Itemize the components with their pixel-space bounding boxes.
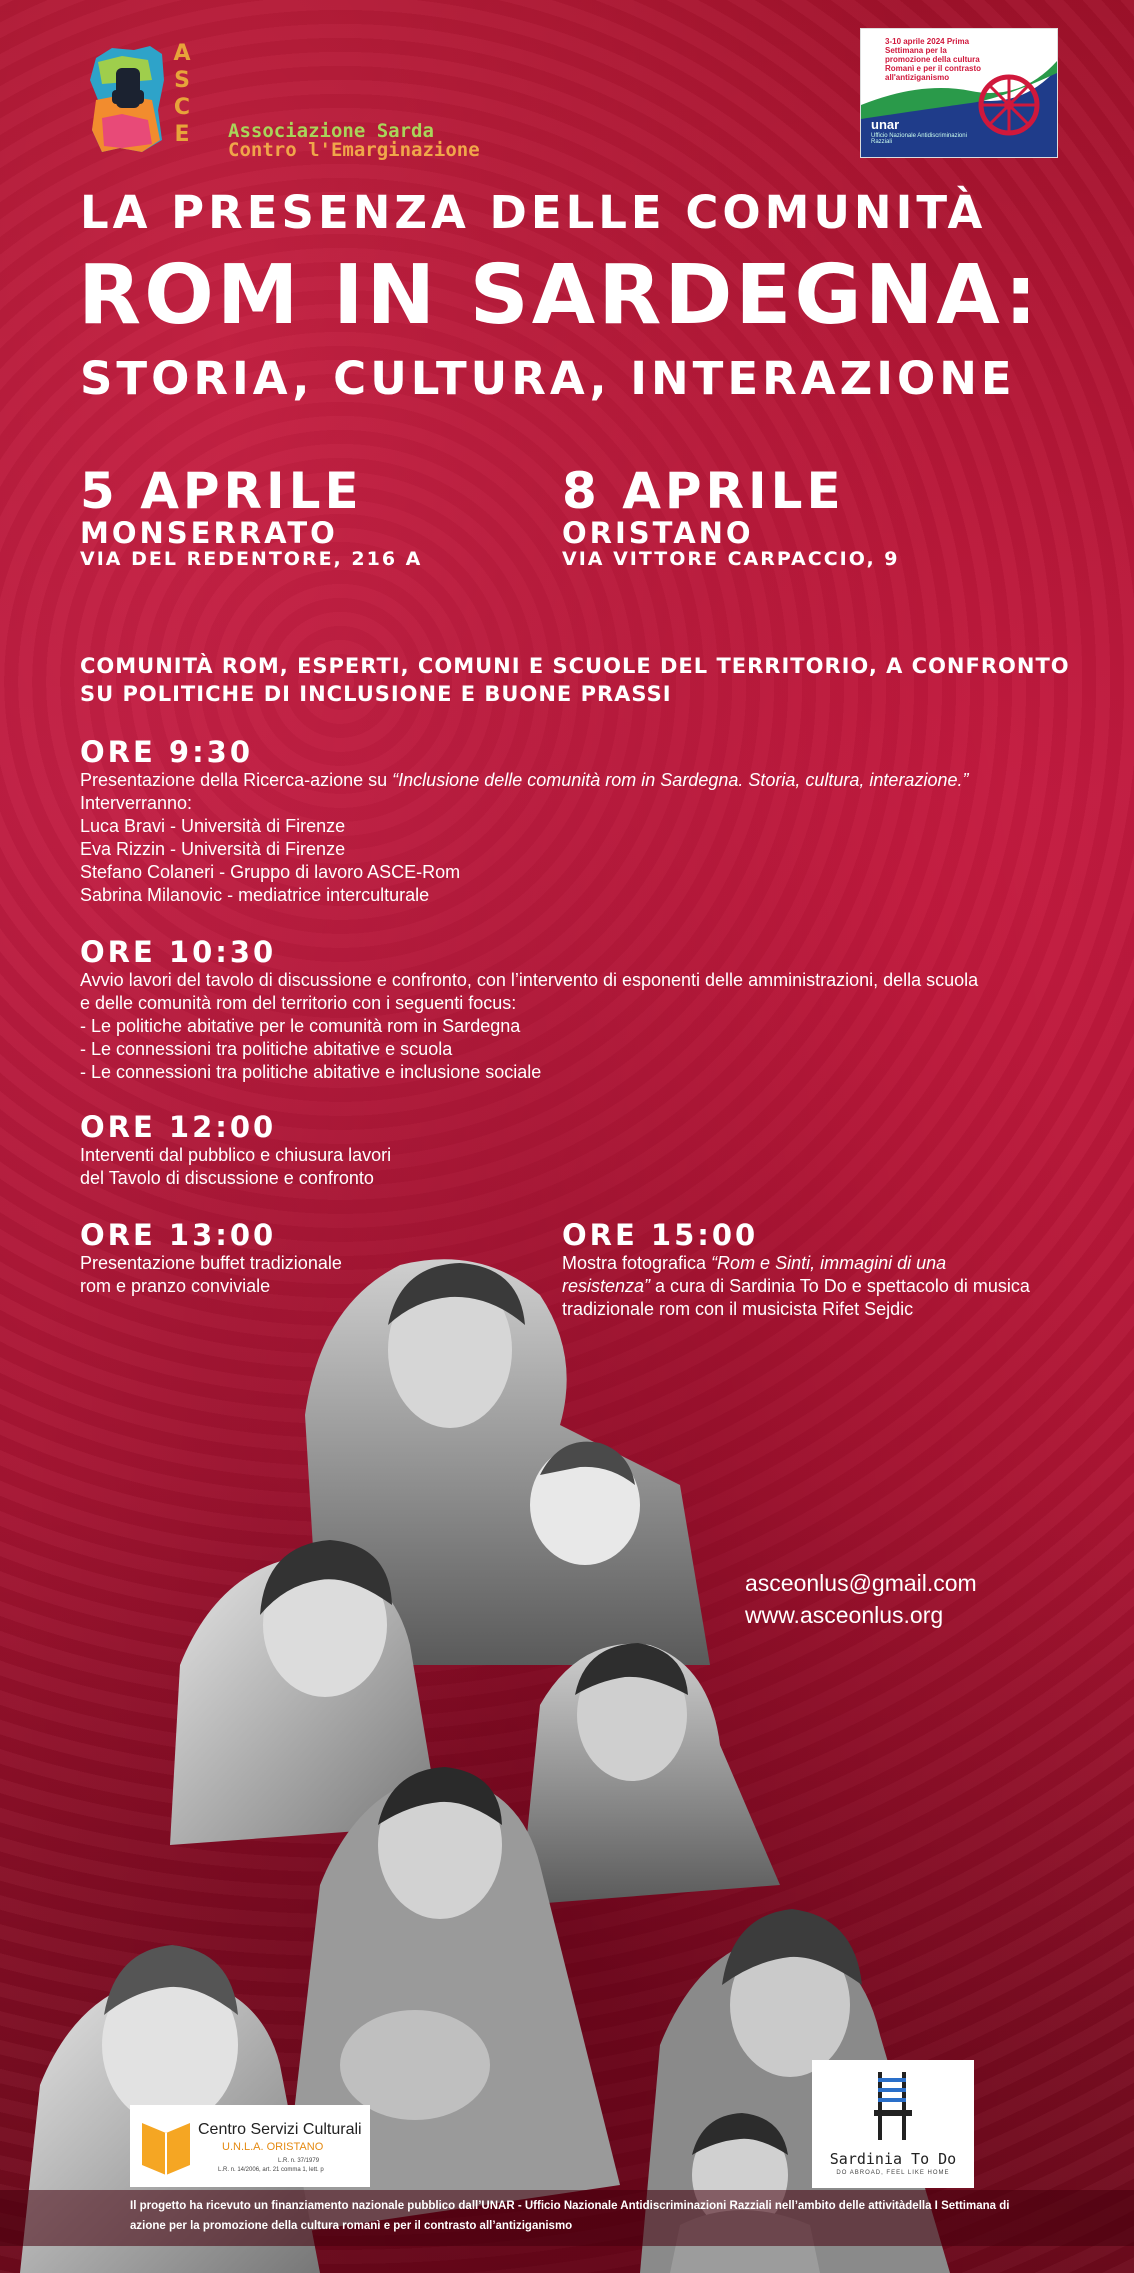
sardinia-slogan: DO ABROAD, FEEL LIKE HOME [836,2170,950,2176]
event-address: VIA DEL REDENTORE, 216 A [80,548,423,570]
schedule-time: ORE 10:30 [80,935,277,969]
research-title: “Inclusione delle comunità rom in Sardegna. Storia, cultura, interazione.” [392,770,969,790]
sardinia-to-do-logo [812,2060,974,2188]
speaker-line: Stefano Colaneri - Gruppo di lavoro ASCE-Rom [80,862,461,882]
csc-law2: L.R. n. 14/2006, art. 21 comma 1, lett. p [218,2167,324,2173]
csc-logo [130,2105,370,2187]
schedule-line: Avvio lavori del tavolo di discussione e confronto, con l’intervento di esponenti delle amministrazioni, della scuola [80,970,979,990]
schedule-time: ORE 15:00 [562,1218,759,1252]
csc-law1: L.R. n. 37/1979 [278,2158,320,2164]
unar-brand: unar [871,117,900,132]
schedule-time: ORE 12:00 [80,1110,277,1144]
org-name-line1: Associazione Sarda [228,120,434,142]
schedule-1500 [562,1218,1102,1321]
exhibit-rest-b: tradizionale rom con il musicista Rifet Sejdic [562,1299,914,1319]
intro-text: COMUNITÀ ROM, ESPERTI, COMUNI E SCUOLE DEL TERRITORIO, A CONFRONTO SU POLITICHE DI INCLUSIONE E BUONE PRASSI [80,654,1070,706]
funding-text: Il progetto ha ricevuto un finanziamento nazionale pubblico dall’UNAR - Ufficio Nazionale Antidiscriminazioni Razziali nell’ambito delle attivitàdella I Settimana di azione per la promozione della cultura romanì e per il contrasto all’antiziganismo [130,2200,1010,2232]
focus-line: - Le politiche abitative per le comunità rom in Sardegna [80,1016,521,1036]
title-line1: LA PRESENZA DELLE COMUNITÀ [80,186,987,239]
speaker-line: Luca Bravi - Università di Firenze [80,816,346,836]
event-monserrato [80,462,422,570]
schedule-time: ORE 13:00 [80,1218,277,1252]
focus-line: - Le connessioni tra politiche abitative e scuola [80,1039,453,1059]
csc-unla: U.N.L.A. ORISTANO [222,2141,324,2153]
schedule-lead: Mostra fotografica [562,1253,712,1273]
contact-website[interactable]: www.asceonlus.org [745,1602,944,1628]
sardinia-name: Sardinia To Do [829,2150,957,2168]
speaker-line: Eva Rizzin - Università di Firenze [80,839,346,859]
schedule-line: e delle comunità rom del territorio con i seguenti focus: [80,993,517,1013]
event-oristano [562,462,900,570]
schedule-line: Presentazione buffet tradizionale [80,1253,342,1273]
title-line2: ROM IN SARDEGNA: [78,248,1041,343]
org-name-line2: Contro l'Emarginazione [228,139,480,161]
schedule-1200 [80,1110,680,1190]
event-city: ORISTANO [562,516,754,550]
exhibit-title-a: “Rom e Sinti, immagini di una [711,1253,947,1273]
schedule-lead: Presentazione della Ricerca-azione su [80,770,393,790]
asce-letters: A S C E [173,41,191,147]
badge-text: 3-10 aprile 2024 Prima Settimana per la promozione della cultura Romanì e per il contrasto all'antiziganismo [885,37,982,82]
exhibit-title-b: resistenza” [562,1276,651,1296]
event-date: 8 APRILE [562,462,845,520]
event-address: VIA VITTORE CARPACCIO, 9 [562,548,900,570]
schedule-line: Interventi dal pubblico e chiusura lavori [80,1145,392,1165]
contact-block [745,1567,977,1631]
schedule-line: rom e pranzo conviviale [80,1276,271,1296]
funding-footer [0,2190,1134,2246]
schedule-line: del Tavolo di discussione e confronto [80,1168,374,1188]
csc-title: Centro Servizi Culturali [198,2121,362,2138]
schedule-930 [80,735,1080,907]
speaker-line: Sabrina Milanovic - mediatrice interculturale [80,885,430,905]
title-line3: STORIA, CULTURA, INTERAZIONE [80,352,1016,405]
exhibit-rest-a: a cura di Sardinia To Do e spettacolo di musica [650,1276,1030,1296]
event-city: MONSERRATO [80,516,338,550]
chair-icon [872,2070,914,2142]
unar-week-badge [860,28,1058,158]
event-date: 5 APRILE [80,462,363,520]
book-icon [136,2113,196,2179]
schedule-1030 [80,935,1100,1084]
focus-line: - Le connessioni tra politiche abitative e inclusione sociale [80,1062,542,1082]
schedule-line: Interverranno: [80,793,193,813]
contact-email[interactable]: asceonlus@gmail.com [745,1570,977,1596]
schedule-time: ORE 9:30 [80,735,254,769]
unar-sub: Ufficio Nazionale Antidiscriminazioni Razziali [871,133,967,145]
